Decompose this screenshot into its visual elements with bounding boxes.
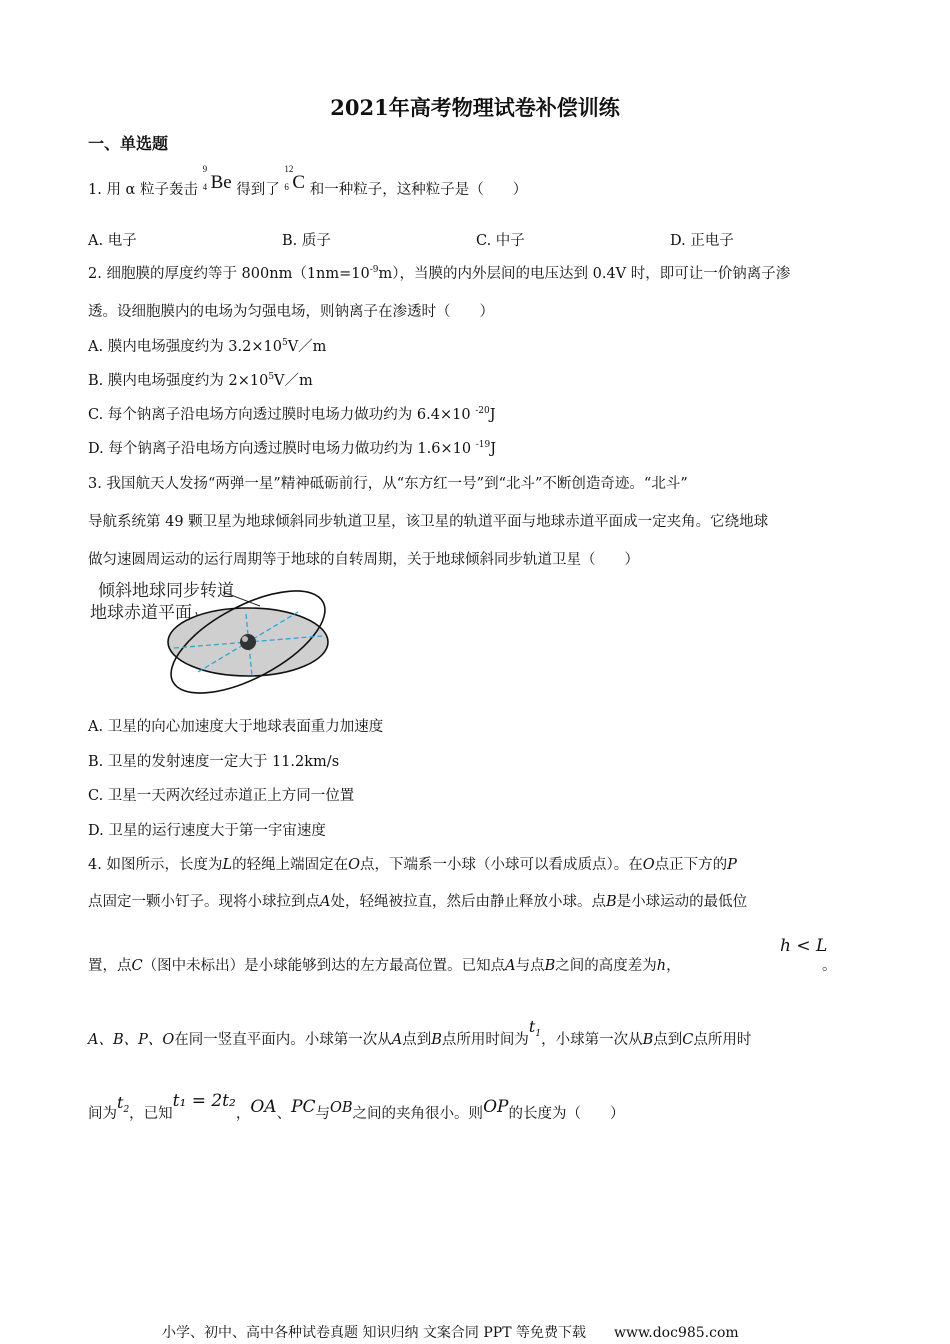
q2-optB-exp: 5 <box>268 372 275 383</box>
q4-l1-text-d: 点正下方的 <box>654 857 728 873</box>
section-heading: 一、单选题 <box>88 134 169 153</box>
q4-line-5 <box>88 1091 625 1125</box>
q4-l2-text-b: 处，轻绳被拉直，然后由静止释放小球。点 <box>330 894 606 910</box>
orbit-figure <box>88 576 348 700</box>
q4-segment-OP: OP <box>483 1097 509 1117</box>
q4-var-t1: t <box>528 1017 536 1036</box>
q4-var-A-3: A <box>391 1032 403 1048</box>
q3-option-a: A. 卫星的向心加速度大于地球表面重力加速度 <box>88 719 384 735</box>
q2-optC-exp: -20 <box>475 406 490 417</box>
q4-l5-text-b: ，已知 <box>129 1106 173 1122</box>
q4-segment-PC: PC <box>291 1097 316 1117</box>
q4-l5-text-g: 的长度为（ ） <box>508 1106 625 1122</box>
figure-label-equator-plane: 地球赤道平面 <box>90 603 192 623</box>
q3-line-3: 做匀速圆周运动的运行周期等于地球的自转周期，关于地球倾斜同步轨道卫星（ ） <box>88 552 639 568</box>
q4-var-P: P <box>727 857 737 873</box>
q2-optA-text: A. 膜内电场强度约为 3.2×10 <box>88 339 282 355</box>
q4-var-B-4: B <box>642 1032 654 1048</box>
q4-var-A-2: A <box>505 958 516 974</box>
q3-option-c: C. 卫星一天两次经过赤道正上方同一位置 <box>88 788 355 804</box>
q4-l3-text-c: 与点 <box>515 958 545 974</box>
earth-sphere <box>240 634 256 650</box>
q2-optD-text: D. 每个钠离子沿电场方向透过膜时电场力做功约为 1.6×10 <box>88 441 476 457</box>
q4-segment-OB: OB <box>330 1100 353 1116</box>
q2-exponent: -9 <box>369 265 379 276</box>
q4-var-L: L <box>222 857 233 873</box>
be-atomic-number: 4 <box>202 182 208 192</box>
q2-optC-text: C. 每个钠离子沿电场方向透过膜时电场力做功约为 6.4×10 <box>88 407 476 423</box>
q3-option-b: B. 卫星的发射速度一定大于 11.2km/s <box>88 754 340 770</box>
q4-l3-text-a: 置，点 <box>88 958 132 974</box>
q1-option-d: D. 正电子 <box>670 233 734 249</box>
q1-text-3: 和一种粒子，这种粒子是（ ） <box>309 182 528 198</box>
q2-optD-exp: -19 <box>475 440 491 451</box>
q4-l5-text-a: 间为 <box>88 1106 117 1122</box>
page-footer: 小学、初中、高中各种试卷真题 知识归纳 文案合同 PPT 等免费下载 www.doc985.com <box>162 1325 739 1341</box>
c-atomic-number: 6 <box>284 182 289 192</box>
q3-option-d: D. 卫星的运行速度大于第一宇宙速度 <box>88 823 326 839</box>
q4-line-2 <box>88 890 747 911</box>
q4-var-O: O <box>348 857 360 873</box>
q4-l4-text-d: 点所用时间为 <box>441 1032 529 1048</box>
q4-l3-end: 。 <box>822 958 837 974</box>
q4-var-B: B <box>605 894 617 910</box>
beryllium-nuclide <box>202 164 232 200</box>
q2-option-c <box>88 403 496 424</box>
q4-l4-text-f: 点到 <box>653 1032 683 1048</box>
q1-option-c: C. 中子 <box>476 233 525 249</box>
q2-option-a <box>88 335 326 356</box>
q3-line-1: 3. 我国航天人发扬“两弹一星”精神砥砺前行，从“东方红一号”到“北斗”不断创造奇迹。“北斗” <box>88 476 688 492</box>
q4-l3-text-e: ， <box>666 958 681 974</box>
c-mass-number: 12 <box>284 164 294 174</box>
q4-l5-text-d: 、 <box>276 1106 292 1122</box>
q4-var-h: h <box>656 958 667 974</box>
q2-text-2: m），当膜的内外层间的电压达到 0.4V 时，即可让一价钠离子渗 <box>378 266 791 282</box>
earth-highlight <box>242 636 248 642</box>
q4-var-A: A <box>320 894 331 910</box>
q4-l4-text-g: 点所用时 <box>693 1032 752 1048</box>
q4-l4-text-c: 点到 <box>402 1032 432 1048</box>
q4-points-ABPO: A、B、P、O <box>88 1032 175 1048</box>
q2-line-2: 透。设细胞膜内的电场为匀强电场，则钠离子在渗透时（ ） <box>88 304 494 320</box>
c-symbol: C <box>292 172 306 193</box>
q2-line-1 <box>88 262 790 283</box>
q2-option-d <box>88 437 496 458</box>
q3-line-2: 导航系统第 49 颗卫星为地球倾斜同步轨道卫星，该卫星的轨道平面与地球赤道平面成一定夹角。它绕地球 <box>88 514 769 530</box>
q4-l5-text-c: ， <box>235 1106 251 1122</box>
q4-l5-text-e: 与 <box>315 1106 331 1122</box>
q4-line-3 <box>88 954 681 975</box>
q4-var-t2-sub: 2 <box>123 1105 130 1116</box>
q4-l3-text-b: （图中未标出）是小球能够到达的左方最高位置。已知点 <box>142 958 506 974</box>
q4-l4-text-e: ，小球第一次从 <box>541 1032 643 1048</box>
be-symbol: Be <box>210 172 232 193</box>
q2-option-b <box>88 369 313 390</box>
q2-optB-text: B. 膜内电场强度约为 2×10 <box>88 373 269 389</box>
q4-l1-text-a: 4. 如图所示，长度为 <box>88 857 223 873</box>
q4-var-O-2: O <box>642 857 655 873</box>
q2-text-1: 2. 细胞膜的厚度约等于 800nm（1nm=10 <box>88 266 370 282</box>
q4-line-1 <box>88 853 737 874</box>
figure-label-inclined-orbit: 倾斜地球同步转道 <box>98 581 234 601</box>
q4-l2-text-a: 点固定一颗小钉子。现将小球拉到点 <box>88 894 320 910</box>
q4-l2-text-c: 是小球运动的最低位 <box>616 894 748 910</box>
q1-text-1: 1. 用 α 粒子轰击 <box>88 182 198 198</box>
q1-option-a: A. 电子 <box>88 233 137 249</box>
q4-var-t1-sub: 1 <box>535 1029 542 1040</box>
q4-var-B-2: B <box>544 958 556 974</box>
carbon-nuclide <box>284 164 306 200</box>
q4-l3-text-d: 之间的高度差为 <box>555 958 657 974</box>
q4-l4-text-b: 在同一竖直平面内。小球第一次从 <box>174 1032 392 1048</box>
q4-equation-t1-2t2: t₁ = 2t₂ <box>172 1091 236 1111</box>
question-1 <box>88 164 528 200</box>
page-title: 2021年高考物理试卷补偿训练 <box>330 95 620 120</box>
q2-optB-unit: V／m <box>274 373 313 389</box>
q4-var-C-2: C <box>682 1032 694 1048</box>
q4-var-C: C <box>131 958 143 974</box>
q2-optC-unit: J <box>489 407 496 423</box>
q4-l1-text-c: 点，下端系一小球（小球可以看成质点）。在 <box>359 857 643 873</box>
q1-option-b: B. 质子 <box>282 233 331 249</box>
q4-var-B-3: B <box>431 1032 442 1048</box>
q2-optA-unit: V／m <box>287 339 327 355</box>
q1-text-2: 得到了 <box>236 182 280 198</box>
q4-l1-text-b: 的轻绳上端固定在 <box>232 857 349 873</box>
q2-optA-exp: 5 <box>281 338 288 349</box>
q2-optD-unit: J <box>490 441 497 457</box>
q4-segment-OA: OA <box>250 1097 277 1117</box>
q4-l5-text-f: 之间的夹角很小。则 <box>352 1106 484 1122</box>
q4-var-t2: t <box>117 1093 124 1112</box>
q4-condition-h-lt-L: h < L <box>780 936 828 956</box>
be-mass-number: 9 <box>202 164 208 174</box>
q4-line-4 <box>88 1017 752 1051</box>
